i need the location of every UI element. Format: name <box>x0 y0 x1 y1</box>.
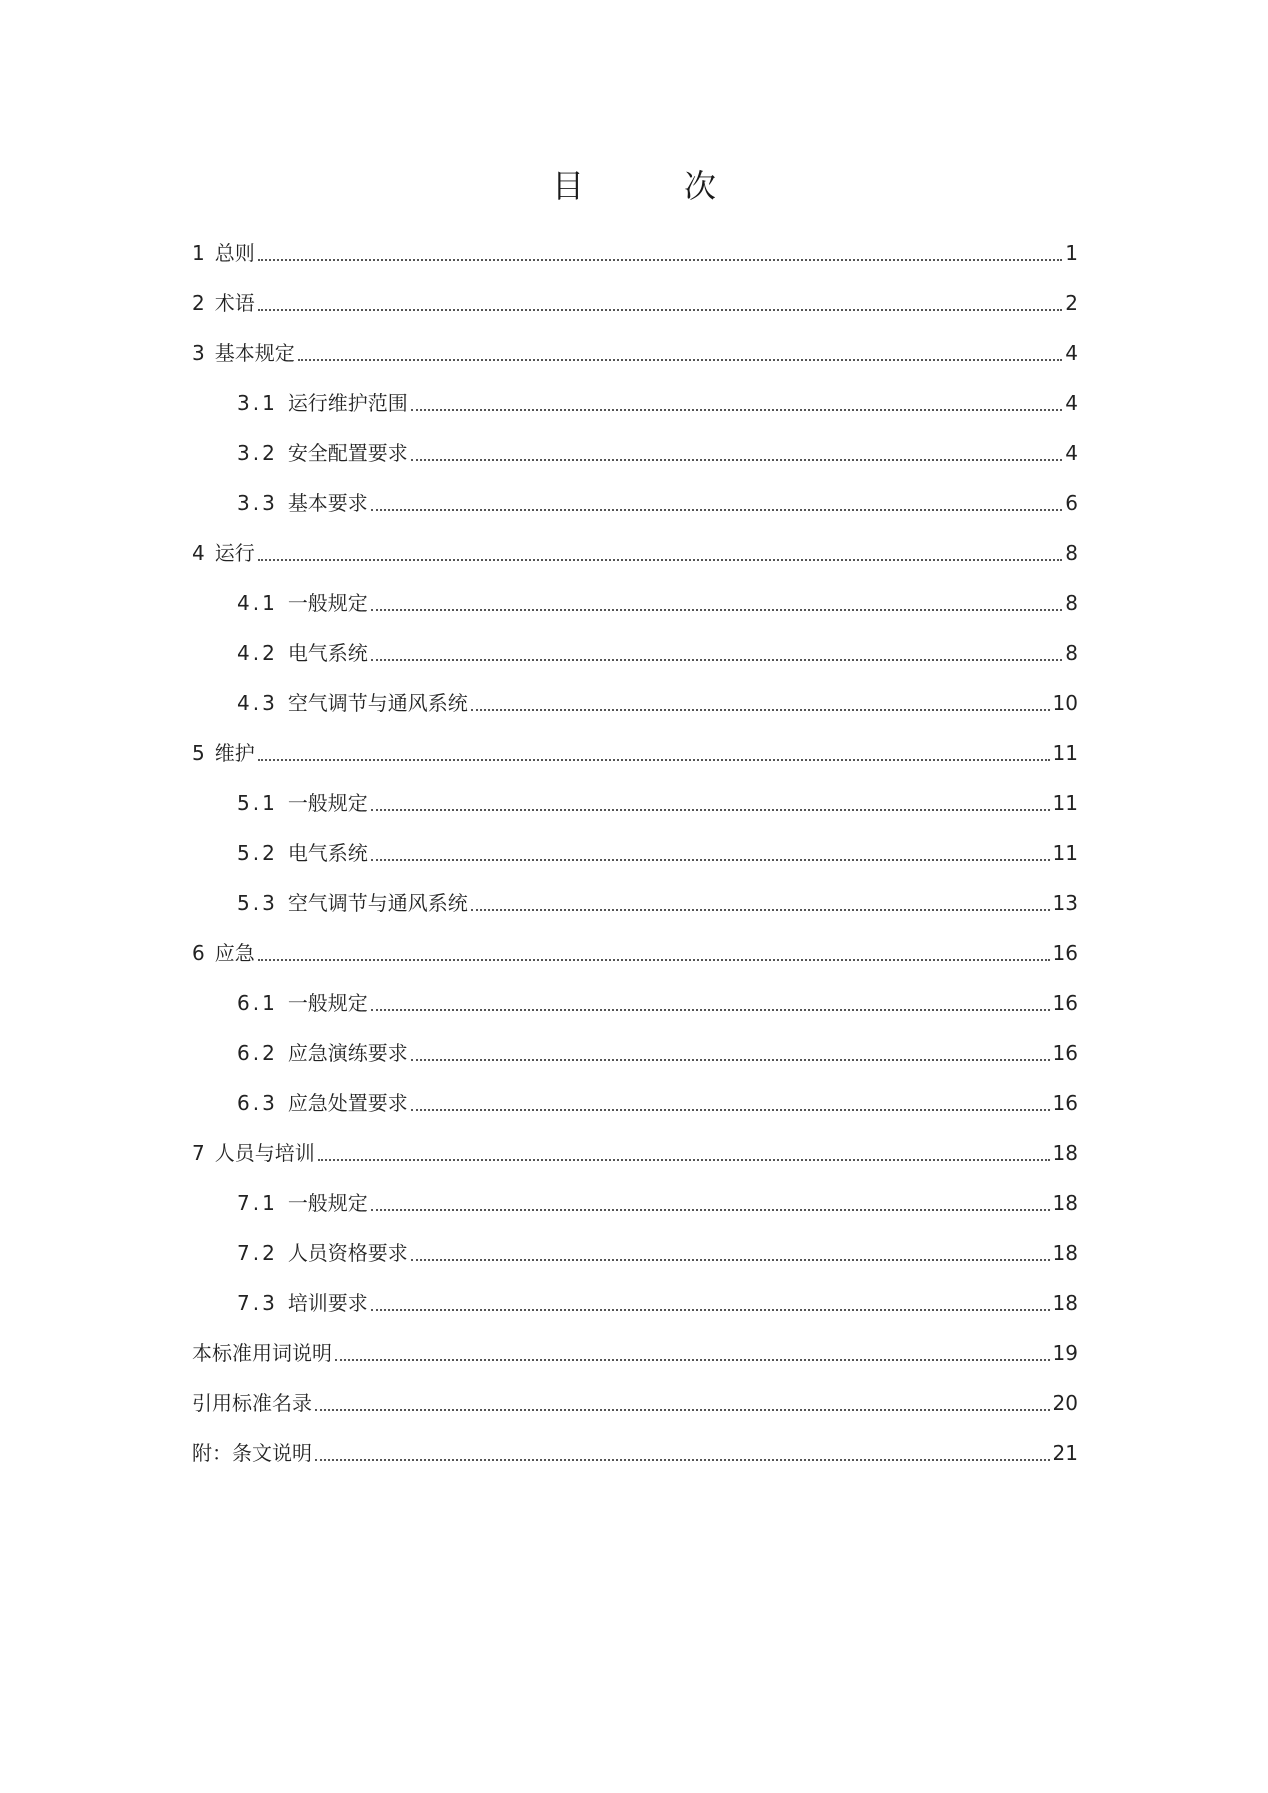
toc-entry[interactable] <box>192 1325 1078 1375</box>
toc-leader-dots <box>471 909 1050 911</box>
toc-entry-number: 6 <box>192 941 205 965</box>
toc-entry-text: 应急 <box>214 941 255 965</box>
toc-entry[interactable] <box>192 825 1078 875</box>
toc-list <box>192 225 1078 1475</box>
toc-title: 目 次 <box>551 167 750 205</box>
toc-leader-dots <box>318 1159 1050 1161</box>
toc-entry[interactable] <box>192 1375 1078 1425</box>
toc-entry-page-number: 13 <box>1052 891 1078 915</box>
toc-entry-page-number: 16 <box>1052 991 1078 1015</box>
toc-leader-dots <box>258 959 1050 961</box>
toc-entry-label <box>237 1189 368 1225</box>
toc-entry-text: 空气调节与通风系统 <box>287 691 468 715</box>
toc-entry-page-number: 18 <box>1052 1141 1078 1165</box>
toc-entry-text: 人员资格要求 <box>287 1241 408 1265</box>
toc-entry-page-number: 16 <box>1052 1091 1078 1115</box>
toc-entry-number: 4.3 <box>237 691 278 715</box>
toc-entry[interactable] <box>192 1075 1078 1125</box>
toc-entry-number: 6.1 <box>237 991 278 1015</box>
toc-entry-number: 1 <box>192 241 205 265</box>
toc-entry-number: 3.1 <box>237 391 278 415</box>
toc-leader-dots <box>315 1409 1050 1411</box>
toc-entry-number: 3.3 <box>237 491 278 515</box>
toc-leader-dots <box>411 409 1062 411</box>
toc-entry[interactable] <box>192 725 1078 775</box>
toc-entry-label <box>237 989 368 1025</box>
toc-leader-dots <box>411 1109 1050 1111</box>
toc-entry[interactable] <box>192 225 1078 275</box>
toc-entry-label <box>237 839 368 875</box>
toc-leader-dots <box>471 709 1050 711</box>
toc-entry-text: 一般规定 <box>287 1191 368 1215</box>
toc-entry-page-number: 21 <box>1052 1441 1078 1465</box>
toc-entry-text: 运行维护范围 <box>287 391 408 415</box>
toc-entry[interactable] <box>192 425 1078 475</box>
toc-entry-text: 运行 <box>214 541 255 565</box>
toc-entry[interactable] <box>192 1225 1078 1275</box>
toc-entry-label <box>237 1289 368 1325</box>
toc-entry-page-number: 10 <box>1052 691 1078 715</box>
toc-entry-text: 应急演练要求 <box>287 1041 408 1065</box>
toc-entry-number: 2 <box>192 291 205 315</box>
toc-entry-page-number: 18 <box>1052 1191 1078 1215</box>
toc-leader-dots <box>371 1209 1050 1211</box>
toc-entry-page-number: 19 <box>1052 1341 1078 1365</box>
toc-entry-text: 术语 <box>214 291 255 315</box>
toc-entry-number: 3.2 <box>237 441 278 465</box>
toc-entry[interactable] <box>192 875 1078 925</box>
toc-entry-number: 5.1 <box>237 791 278 815</box>
toc-entry-number: 5.3 <box>237 891 278 915</box>
toc-entry-text: 总则 <box>214 241 255 265</box>
toc-entry-label <box>237 1239 408 1275</box>
toc-entry[interactable] <box>192 1125 1078 1175</box>
toc-entry-page-number: 8 <box>1065 641 1078 665</box>
toc-leader-dots <box>371 659 1062 661</box>
toc-entry-label <box>192 1139 315 1175</box>
toc-entry-page-number: 11 <box>1052 841 1078 865</box>
toc-entry-label <box>192 739 255 775</box>
toc-leader-dots <box>371 1009 1050 1011</box>
toc-entry[interactable] <box>192 625 1078 675</box>
toc-entry-label <box>192 1339 332 1375</box>
toc-leader-dots <box>258 259 1063 261</box>
toc-entry-number: 7.1 <box>237 1191 278 1215</box>
toc-entry-number: 7.3 <box>237 1291 278 1315</box>
toc-leader-dots <box>371 509 1062 511</box>
toc-entry-label <box>237 789 368 825</box>
toc-entry-text: 附：条文说明 <box>192 1441 312 1465</box>
toc-entry-page-number: 4 <box>1065 341 1078 365</box>
toc-entry-text: 引用标准名录 <box>192 1391 312 1415</box>
toc-entry-label <box>192 239 255 275</box>
toc-entry-page-number: 8 <box>1065 591 1078 615</box>
toc-entry-page-number: 18 <box>1052 1241 1078 1265</box>
toc-leader-dots <box>371 1309 1050 1311</box>
toc-entry-page-number: 4 <box>1065 441 1078 465</box>
toc-entry-number: 4 <box>192 541 205 565</box>
toc-entry-text: 基本规定 <box>214 341 295 365</box>
toc-entry[interactable] <box>192 975 1078 1025</box>
toc-leader-dots <box>335 1359 1050 1361</box>
toc-entry-number: 7 <box>192 1141 205 1165</box>
toc-entry-label <box>237 889 468 925</box>
toc-entry-text: 安全配置要求 <box>287 441 408 465</box>
toc-entry-page-number: 18 <box>1052 1291 1078 1315</box>
toc-entry-page-number: 16 <box>1052 1041 1078 1065</box>
toc-entry[interactable] <box>192 1175 1078 1225</box>
toc-entry-text: 维护 <box>214 741 255 765</box>
toc-leader-dots <box>411 1059 1050 1061</box>
toc-entry[interactable] <box>192 475 1078 525</box>
toc-entry-label <box>237 489 368 525</box>
toc-entry-label <box>192 939 255 975</box>
toc-leader-dots <box>258 559 1063 561</box>
toc-entry-text: 基本要求 <box>287 491 368 515</box>
toc-entry-number: 4.1 <box>237 591 278 615</box>
toc-entry-label <box>192 339 295 375</box>
toc-entry-page-number: 1 <box>1065 241 1078 265</box>
toc-leader-dots <box>315 1459 1050 1461</box>
toc-entry[interactable] <box>192 575 1078 625</box>
toc-entry-page-number: 2 <box>1065 291 1078 315</box>
toc-entry[interactable] <box>192 375 1078 425</box>
toc-entry-label <box>237 1089 408 1125</box>
toc-entry-number: 4.2 <box>237 641 278 665</box>
toc-entry-page-number: 8 <box>1065 541 1078 565</box>
toc-entry-page-number: 6 <box>1065 491 1078 515</box>
toc-entry-label <box>192 1439 312 1475</box>
toc-entry-label <box>237 689 468 725</box>
toc-entry-label <box>192 539 255 575</box>
toc-leader-dots <box>371 809 1050 811</box>
toc-entry-text: 一般规定 <box>287 591 368 615</box>
toc-leader-dots <box>411 1259 1050 1261</box>
toc-entry-page-number: 16 <box>1052 941 1078 965</box>
toc-entry-label <box>192 289 255 325</box>
toc-entry-page-number: 20 <box>1052 1391 1078 1415</box>
toc-entry-text: 本标准用词说明 <box>192 1341 332 1365</box>
toc-entry-text: 一般规定 <box>287 991 368 1015</box>
toc-entry[interactable] <box>192 775 1078 825</box>
toc-leader-dots <box>258 309 1063 311</box>
toc-leader-dots <box>298 359 1063 361</box>
toc-entry-label <box>237 639 368 675</box>
toc-entry-text: 培训要求 <box>287 1291 368 1315</box>
toc-entry[interactable] <box>192 1025 1078 1075</box>
toc-entry[interactable] <box>192 1425 1078 1475</box>
toc-entry-label <box>237 1039 408 1075</box>
toc-entry-page-number: 11 <box>1052 791 1078 815</box>
toc-entry[interactable] <box>192 275 1078 325</box>
toc-entry-text: 空气调节与通风系统 <box>287 891 468 915</box>
toc-leader-dots <box>258 759 1050 761</box>
toc-entry-number: 5 <box>192 741 205 765</box>
toc-entry[interactable] <box>192 925 1078 975</box>
toc-entry-number: 6.3 <box>237 1091 278 1115</box>
toc-entry-number: 5.2 <box>237 841 278 865</box>
toc-entry-text: 应急处置要求 <box>287 1091 408 1115</box>
toc-leader-dots <box>371 859 1050 861</box>
toc-entry-page-number: 11 <box>1052 741 1078 765</box>
toc-entry-text: 一般规定 <box>287 791 368 815</box>
toc-leader-dots <box>411 459 1062 461</box>
toc-entry-page-number: 4 <box>1065 391 1078 415</box>
toc-entry-text: 电气系统 <box>287 641 368 665</box>
toc-entry-number: 6.2 <box>237 1041 278 1065</box>
toc-entry-text: 人员与培训 <box>214 1141 315 1165</box>
toc-entry[interactable] <box>192 1275 1078 1325</box>
toc-entry[interactable] <box>192 325 1078 375</box>
toc-entry[interactable] <box>192 525 1078 575</box>
toc-entry-label <box>237 389 408 425</box>
toc-entry-label <box>237 589 368 625</box>
toc-leader-dots <box>371 609 1062 611</box>
toc-entry-number: 3 <box>192 341 205 365</box>
toc-entry-text: 电气系统 <box>287 841 368 865</box>
toc-entry-number: 7.2 <box>237 1241 278 1265</box>
toc-entry-label <box>192 1389 312 1425</box>
toc-entry-label <box>237 439 408 475</box>
toc-entry[interactable] <box>192 675 1078 725</box>
